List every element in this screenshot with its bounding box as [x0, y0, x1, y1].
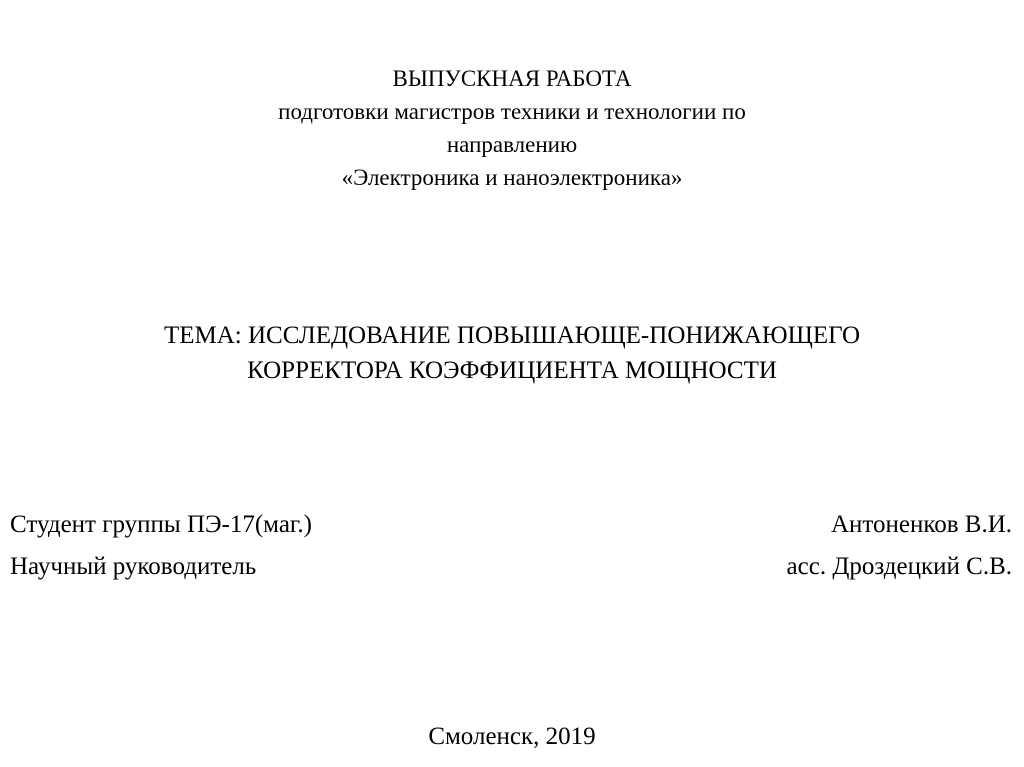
work-direction: «Электроника и наноэлектроника»	[341, 165, 683, 190]
work-header	[0, 62, 1024, 194]
student-row	[10, 509, 1012, 541]
theme-line1: ТЕМА: ИССЛЕДОВАНИЕ ПОВЫШАЮЩЕ-ПОНИЖАЮЩЕГО	[163, 322, 861, 349]
student-label: Студент группы ПЭ-17(маг.)	[10, 511, 312, 538]
advisor-name: асс. Дроздецкий С.В.	[786, 553, 1012, 580]
work-subtitle-line1: подготовки магистров техники и технологии по	[278, 99, 746, 124]
work-subtitle-line2: направлению	[446, 132, 578, 157]
work-theme	[0, 318, 1024, 388]
city-year: Смоленск, 2019	[428, 723, 596, 750]
student-name: Антоненков В.И.	[830, 511, 1012, 538]
advisor-label: Научный руководитель	[10, 553, 257, 580]
advisor-row	[10, 551, 1012, 583]
theme-line2: КОРРЕКТОРА КОЭФФИЦИЕНТА МОЩНОСТИ	[247, 357, 777, 384]
work-type-title: ВЫПУСКНАЯ РАБОТА	[392, 66, 632, 91]
